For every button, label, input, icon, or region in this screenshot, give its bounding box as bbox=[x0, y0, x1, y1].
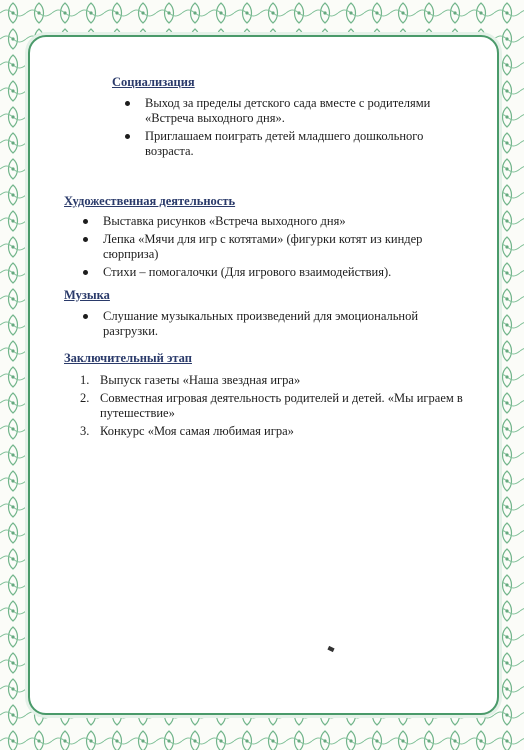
list-item: Приглашаем поиграть детей младшего дошкольного возраста. bbox=[145, 129, 480, 159]
bullet-icon bbox=[83, 237, 88, 242]
page-content bbox=[28, 35, 495, 711]
heading-final: Заключительный этап bbox=[64, 351, 192, 365]
bullet-icon bbox=[83, 270, 88, 275]
bullet-icon bbox=[83, 219, 88, 224]
ink-mark bbox=[327, 646, 334, 652]
heading-art: Художественная деятельность bbox=[64, 194, 236, 208]
list-item: Слушание музыкальных произведений для эмоциональной разгрузки. bbox=[103, 309, 483, 339]
bullet-icon bbox=[125, 101, 130, 106]
list-music bbox=[103, 309, 483, 342]
list-item: Стихи – помогалочки (Для игрового взаимодействия). bbox=[103, 265, 483, 280]
bullet-icon bbox=[125, 134, 130, 139]
list-item: Выставка рисунков «Встреча выходного дня» bbox=[103, 214, 483, 229]
list-item: Лепка «Мячи для игр с котятами» (фигурки котят из киндер сюрприза) bbox=[103, 232, 483, 262]
list-item: 3. Конкурс «Моя самая любимая игра» bbox=[80, 424, 294, 438]
bullet-icon bbox=[83, 314, 88, 319]
list-socialization bbox=[145, 96, 480, 162]
list-final bbox=[80, 373, 490, 442]
list-item: 1. Выпуск газеты «Наша звездная игра» bbox=[80, 373, 301, 387]
heading-music: Музыка bbox=[64, 288, 110, 302]
list-item: Выход за пределы детского сада вместе с родителями «Встреча выходного дня». bbox=[145, 96, 480, 126]
list-art bbox=[103, 214, 483, 283]
heading-socialization: Социализация bbox=[112, 75, 195, 89]
list-item: 2. Совместная игровая деятельность родителей и детей. «Мы играем в путешествие» bbox=[80, 391, 463, 420]
